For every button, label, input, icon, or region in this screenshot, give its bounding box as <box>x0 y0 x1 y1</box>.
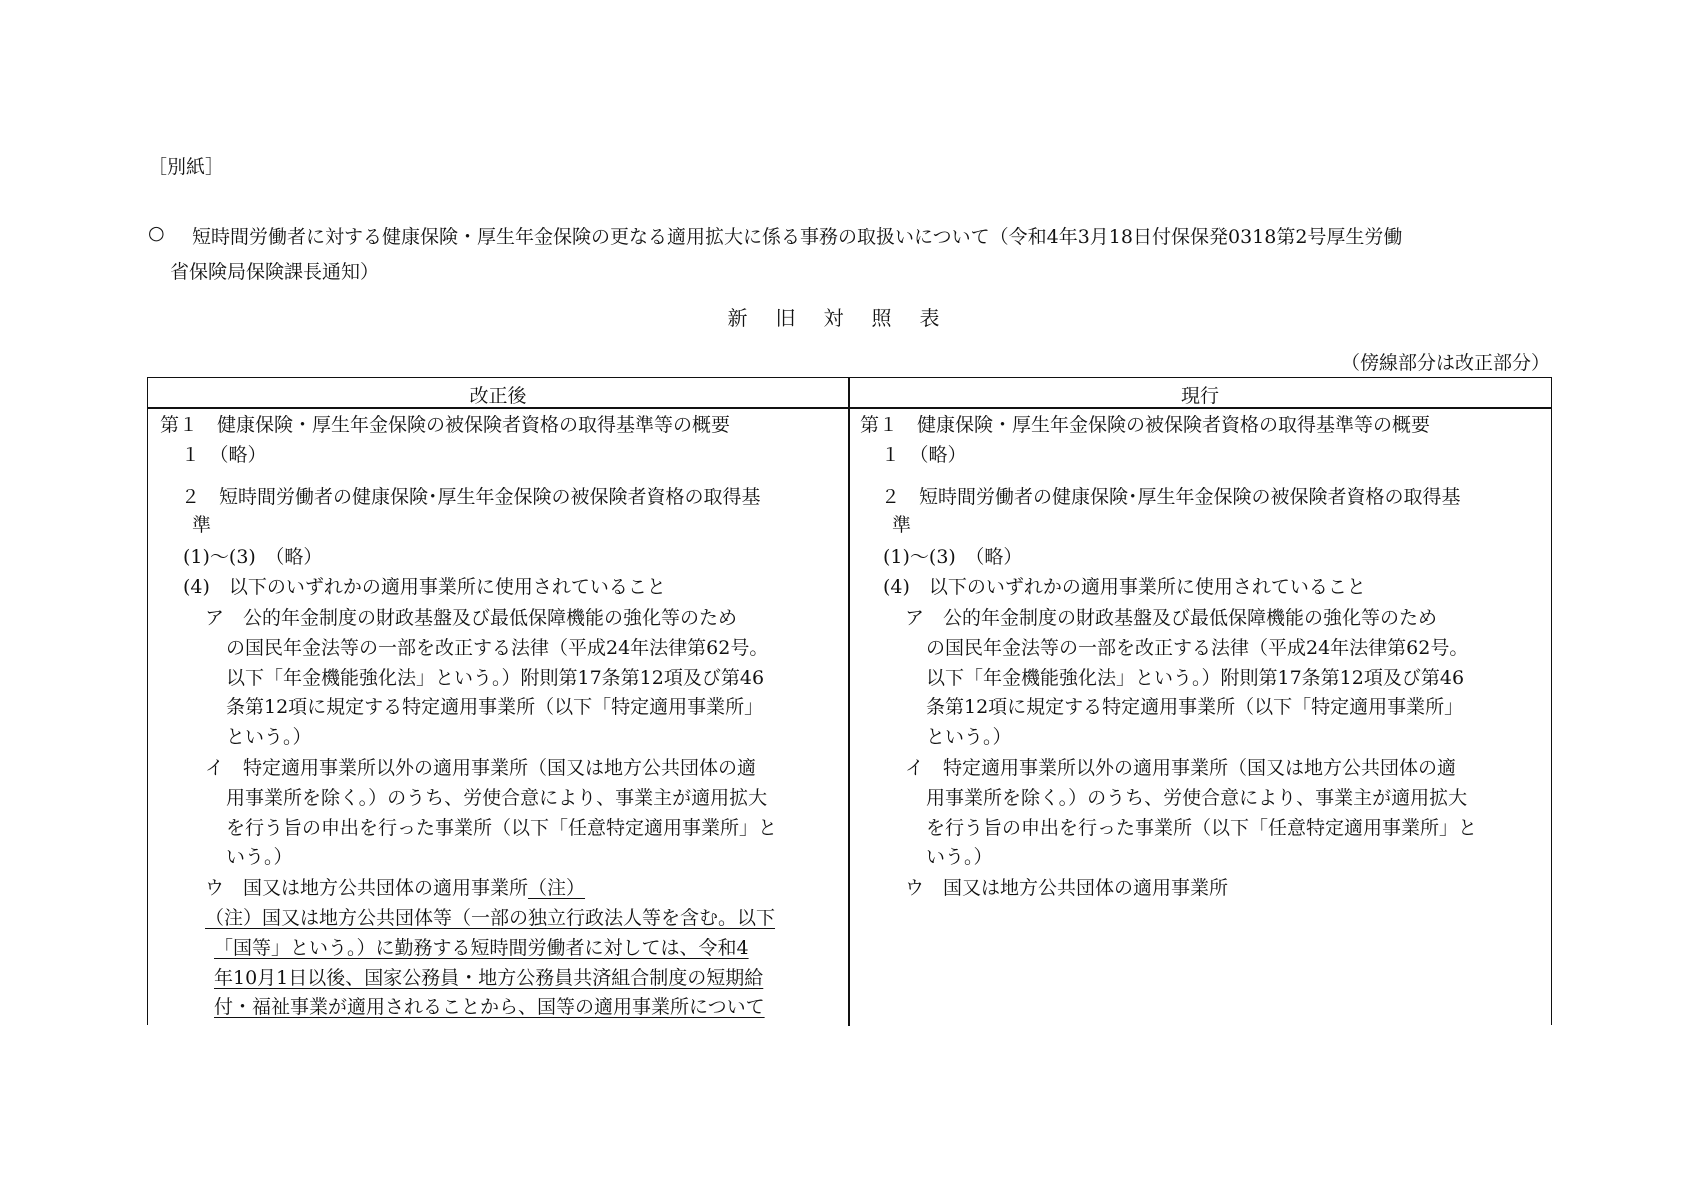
current-i-4: いう。） <box>926 846 993 868</box>
revised-u-1-text: ウ 国又は地方公共団体の適用事業所 <box>205 877 529 899</box>
revised-item-1: １ （略） <box>181 444 267 466</box>
document-heading-line2: 省保険局保険課長通知） <box>170 261 380 283</box>
column-divider <box>848 378 850 1026</box>
revised-a-5: という。） <box>226 726 312 748</box>
current-item-2b: 準 <box>892 514 912 536</box>
revised-note-4: 付・福祉事業が適用されることから、国等の適用事業所について <box>214 996 765 1018</box>
current-a-4: 条第12項に規定する特定適用事業所（以下「特定適用事業所」 <box>926 696 1464 718</box>
comparison-table <box>147 377 1552 1025</box>
revised-sub-1-3: (1)～(3) （略） <box>183 546 323 568</box>
revised-item-2b: 準 <box>192 514 212 536</box>
revised-section-1: 第１ 健康保険・厚生年金保険の被保険者資格の取得基準等の概要 <box>160 414 731 436</box>
current-i-3: を行う旨の申出を行った事業所（以下「任意特定適用事業所」と <box>926 817 1478 839</box>
table-title: 新旧対照表 <box>727 306 968 330</box>
revised-sub-4: (4) 以下のいずれかの適用事業所に使用されていること <box>183 576 666 598</box>
current-section-1: 第１ 健康保険・厚生年金保険の被保険者資格の取得基準等の概要 <box>860 414 1431 436</box>
revised-a-2: の国民年金法等の一部を改正する法律（平成24年法律第62号。 <box>226 637 769 659</box>
revised-item-2a: ２ 短時間労働者の健康保険･厚生年金保険の被保険者資格の取得基 <box>181 486 761 508</box>
current-a-1: ア 公的年金制度の財政基盤及び最低保障機能の強化等のため <box>905 607 1438 629</box>
revised-i-4: いう。） <box>226 846 293 868</box>
current-item-2a: ２ 短時間労働者の健康保険･厚生年金保険の被保険者資格の取得基 <box>881 486 1461 508</box>
current-a-2: の国民年金法等の一部を改正する法律（平成24年法律第62号。 <box>926 637 1469 659</box>
column-header-current: 現行 <box>1180 385 1219 407</box>
current-sub-4: (4) 以下のいずれかの適用事業所に使用されていること <box>883 576 1366 598</box>
current-item-1: １ （略） <box>881 444 967 466</box>
heading-bullet: ○ <box>148 222 165 244</box>
attachment-label: ［別紙］ <box>148 156 225 178</box>
document-heading-line1: 短時間労働者に対する健康保険・厚生年金保険の更なる適用拡大に係る事務の取扱いについて（令和4年3月18日付保保発0318第2号厚生労働 <box>192 226 1403 248</box>
revised-u-1-note-mark: （注） <box>528 877 586 899</box>
revised-note-2: 「国等」という。）に勤務する短時間労働者に対しては、令和4 <box>214 937 749 959</box>
current-a-3: 以下「年金機能強化法」という。）附則第17条第12項及び第46 <box>926 667 1465 689</box>
current-a-5: という。） <box>926 726 1012 748</box>
revised-note-3: 年10月1日以後、国家公務員・地方公務員共済組合制度の短期給 <box>214 967 764 989</box>
revised-a-1: ア 公的年金制度の財政基盤及び最低保障機能の強化等のため <box>205 607 738 629</box>
current-i-2: 用事業所を除く。）のうち、労使合意により、事業主が適用拡大 <box>926 787 1468 809</box>
revised-i-1: イ 特定適用事業所以外の適用事業所（国又は地方公共団体の適 <box>205 757 757 779</box>
revised-u-1 <box>205 873 585 900</box>
revised-a-4: 条第12項に規定する特定適用事業所（以下「特定適用事業所」 <box>226 696 764 718</box>
column-header-revised: 改正後 <box>469 385 527 407</box>
revised-note-1: （注）国又は地方公共団体等（一部の独立行政法人等を含む。以下 <box>205 907 776 929</box>
table-note: （傍線部分は改正部分） <box>1340 352 1550 374</box>
revised-i-2: 用事業所を除く。）のうち、労使合意により、事業主が適用拡大 <box>226 787 768 809</box>
current-sub-1-3: (1)～(3) （略） <box>883 546 1023 568</box>
revised-i-3: を行う旨の申出を行った事業所（以下「任意特定適用事業所」と <box>226 817 778 839</box>
current-u-1: ウ 国又は地方公共団体の適用事業所 <box>905 877 1229 899</box>
revised-a-3: 以下「年金機能強化法」という。）附則第17条第12項及び第46 <box>226 667 765 689</box>
current-i-1: イ 特定適用事業所以外の適用事業所（国又は地方公共団体の適 <box>905 757 1457 779</box>
